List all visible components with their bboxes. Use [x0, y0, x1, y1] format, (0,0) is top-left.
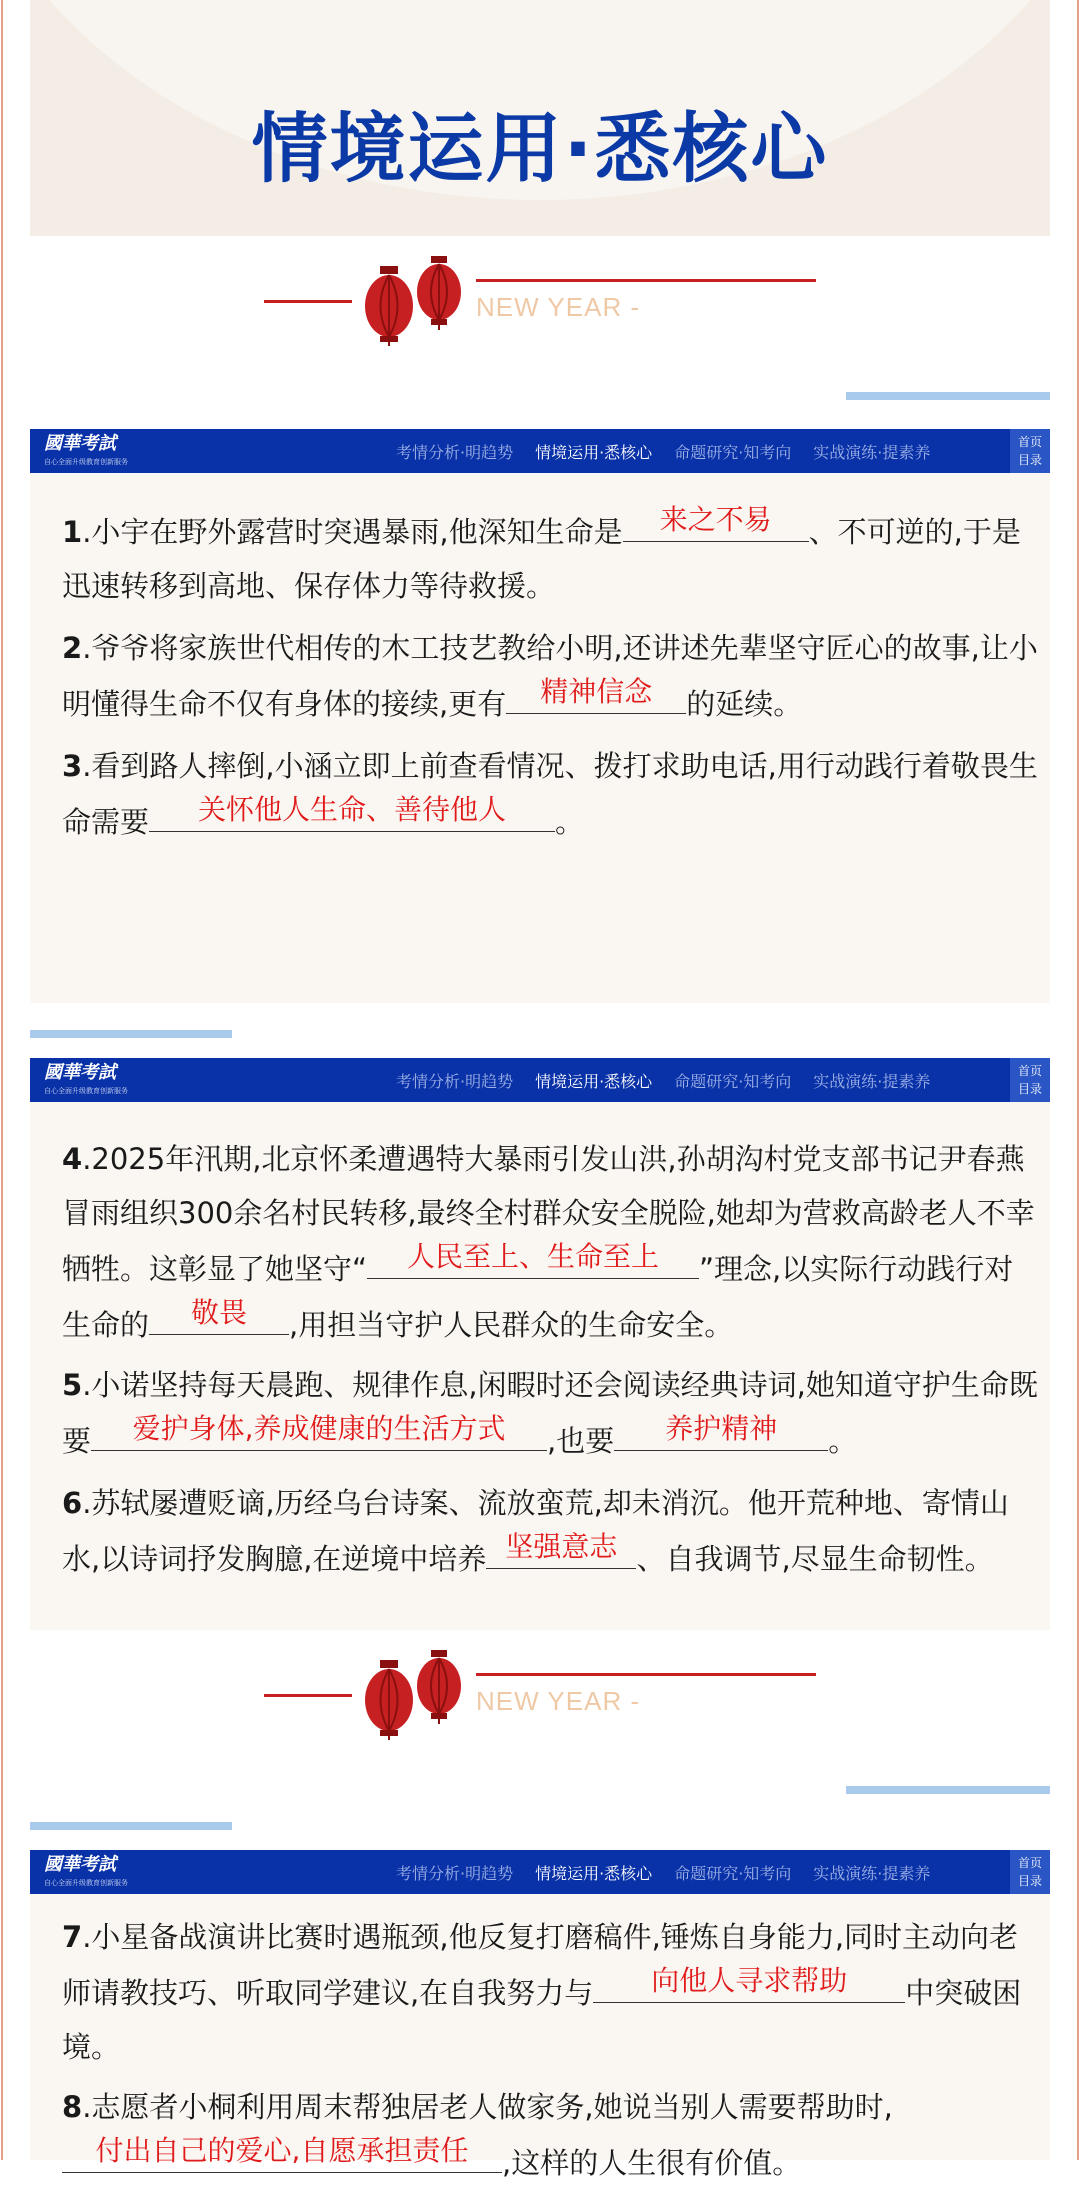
new-year-text: NEW YEAR -	[476, 292, 641, 322]
lantern-icon	[416, 1650, 462, 1724]
slide-nav-bar	[30, 1058, 1050, 1102]
lantern-divider	[0, 1656, 1080, 1746]
logo: 國華考試	[44, 1854, 116, 1875]
question-card	[30, 1894, 1050, 2180]
answer-blank: 爱护身体,养成健康的生活方式	[91, 1412, 547, 1451]
question-card	[30, 473, 1050, 1003]
slide-nav-bar	[30, 1850, 1050, 1894]
accent-bar	[846, 1786, 1050, 1794]
slide-nav-bar	[30, 429, 1050, 473]
answer-blank: 来之不易	[623, 503, 809, 542]
logo: 國華考試	[44, 1062, 116, 1083]
answer-blank: 向他人寻求帮助	[593, 1964, 905, 2003]
tab-practice[interactable]: 实战演练·提素养	[813, 1863, 931, 1883]
tab-exam-analysis[interactable]: 考情分析·明趋势	[396, 1863, 514, 1883]
tab-question-research[interactable]: 命题研究·知考向	[674, 442, 792, 462]
tab-context-application[interactable]: 情境运用·悉核心	[535, 442, 653, 462]
lantern-icon	[416, 256, 462, 330]
accent-bar	[30, 1822, 232, 1830]
page-title: 情境运用·悉核心	[251, 104, 829, 193]
tab-practice[interactable]: 实战演练·提素养	[813, 442, 931, 462]
divider-line-left	[264, 300, 352, 303]
tab-exam-analysis[interactable]: 考情分析·明趋势	[396, 442, 514, 462]
answer-blank: 付出自己的爱心,自愿承担责任	[62, 2134, 502, 2173]
home-menu-button[interactable]: 首页 目录	[1010, 1850, 1050, 1894]
tab-practice[interactable]: 实战演练·提素养	[813, 1071, 931, 1091]
answer-blank: 养护精神	[614, 1412, 828, 1451]
answer-blank: 人民至上、生命至上	[367, 1240, 699, 1279]
home-menu-button[interactable]: 首页 目录	[1010, 1058, 1050, 1102]
logo-subtitle: 自心全面升级教育创新服务	[44, 1879, 128, 1887]
tab-question-research[interactable]: 命题研究·知考向	[674, 1863, 792, 1883]
tab-context-application[interactable]: 情境运用·悉核心	[535, 1071, 653, 1091]
new-year-text: NEW YEAR -	[476, 1686, 641, 1716]
answer-blank: 敬畏	[149, 1296, 289, 1335]
divider-line-right	[476, 1673, 816, 1676]
question-8: 8.志愿者小桐利用周末帮独居老人做家务,她说当别人需要帮助时, 付出自己的爱心,自愿承担责任 ,这样的人生很有价值。	[62, 2090, 893, 2180]
question-1: 1.小宇在野外露营时突遇暴雨,他深知生命是 来之不易 、不可逆的,于是迅速转移到高地、保存体力等待救援。	[62, 503, 1021, 603]
logo: 國華考試	[44, 433, 116, 454]
logo-subtitle: 自心全面升级教育创新服务	[44, 1087, 128, 1095]
divider-line-right	[476, 279, 816, 282]
question-3: 3.看到路人摔倒,小涵立即上前查看情况、拨打求助电话,用行动践行着敬畏生命需要 关怀他人生命、善待他人 。	[62, 749, 1038, 839]
tab-exam-analysis[interactable]: 考情分析·明趋势	[396, 1071, 514, 1091]
accent-bar	[846, 392, 1050, 400]
answer-blank: 坚强意志	[486, 1530, 636, 1569]
logo-subtitle: 自心全面升级教育创新服务	[44, 458, 128, 466]
question-7: 7.小星备战演讲比赛时遇瓶颈,他反复打磨稿件,锤炼自身能力,同时主动向老师请教技巧、听取同学建议,在自我努力与 向他人寻求帮助 中突破困境。	[62, 1920, 1022, 2064]
question-4: 4.2025年汛期,北京怀柔遭遇特大暴雨引发山洪,孙胡沟村党支部书记尹春燕冒雨组织300余名村民转移,最终全村群众安全脱险,她却为营救高龄老人不幸牺牲。这彰显了她坚守“ 人民至上、生命至上 ”理念,以实际行动践行对生命的 敬畏 ,用担当守护人民群众的生命安全。	[62, 1142, 1035, 1342]
accent-bar	[30, 1030, 232, 1038]
home-menu-button[interactable]: 首页 目录	[1010, 429, 1050, 473]
tab-question-research[interactable]: 命题研究·知考向	[674, 1071, 792, 1091]
question-6: 6.苏轼屡遭贬谪,历经乌台诗案、流放蛮荒,却未消沉。他开荒种地、寄情山水,以诗词抒发胸臆,在逆境中培养 坚强意志 、自我调节,尽显生命韧性。	[62, 1486, 1009, 1576]
answer-blank: 关怀他人生命、善待他人	[149, 793, 555, 832]
answer-blank: 精神信念	[506, 675, 686, 714]
lantern-divider	[0, 262, 1080, 352]
tab-context-application[interactable]: 情境运用·悉核心	[535, 1863, 653, 1883]
lantern-icon	[364, 1660, 414, 1740]
lantern-icon	[364, 266, 414, 346]
question-card	[30, 1102, 1050, 1630]
question-2: 2.爷爷将家族世代相传的木工技艺教给小明,还讲述先辈坚守匠心的故事,让小明懂得生命不仅有身体的接续,更有 精神信念 的延续。	[62, 631, 1038, 721]
divider-line-left	[264, 1694, 352, 1697]
question-5: 5.小诺坚持每天晨跑、规律作息,闲暇时还会阅读经典诗词,她知道守护生命既要 爱护身体,养成健康的生活方式 ,也要 养护精神 。	[62, 1368, 1038, 1458]
